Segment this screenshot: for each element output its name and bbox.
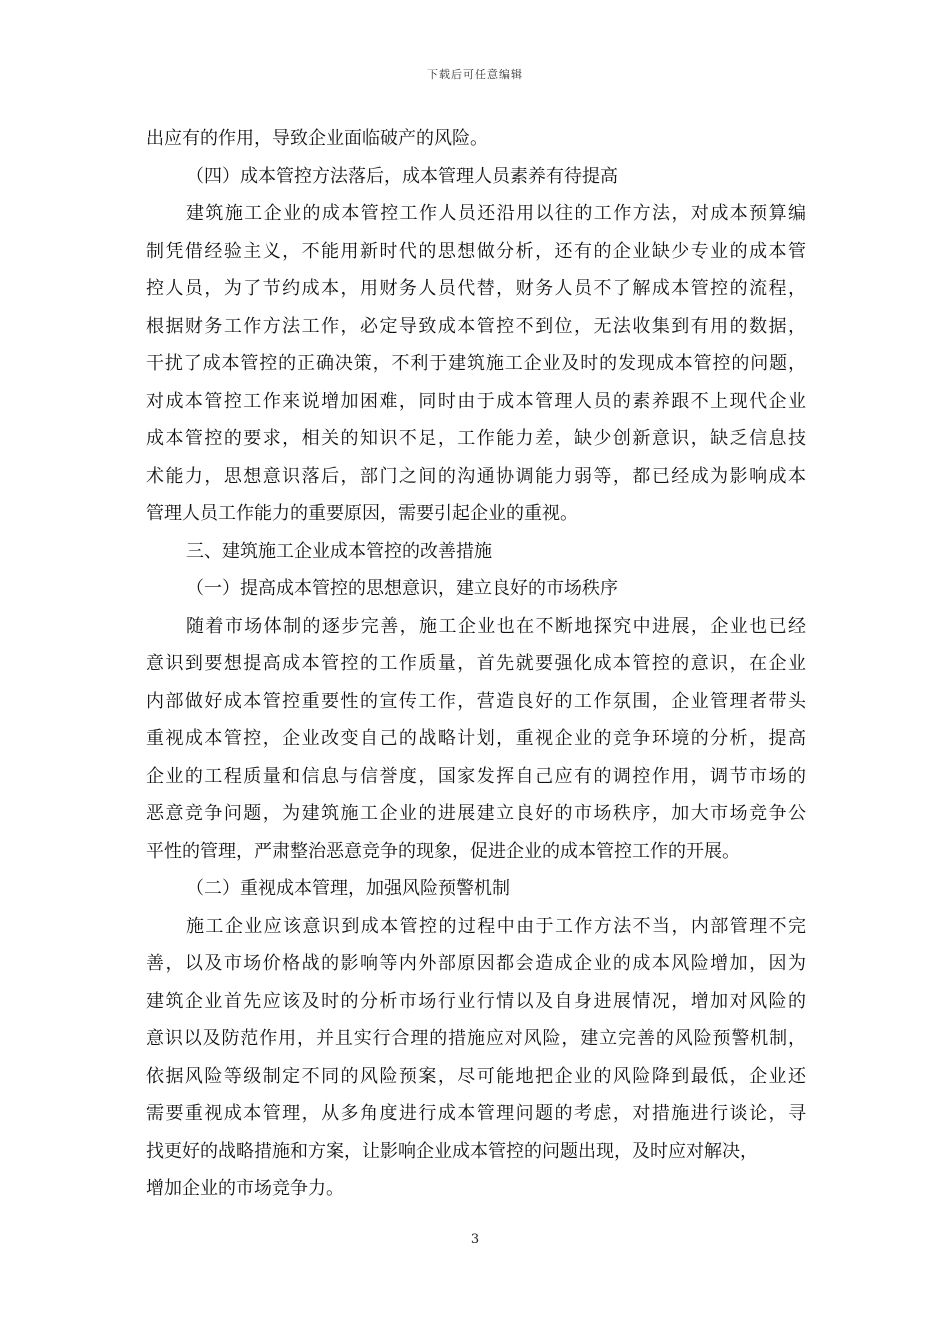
text-line: （一）提高成本管控的思想意识，建立良好的市场秩序: [186, 578, 618, 599]
text-line: 随着市场体制的逐步完善，施工企业也在不断地探究中进展，企业也已经: [186, 615, 806, 637]
text-line: （四）成本管控方法落后，成本管理人员素养有待提高: [186, 165, 618, 187]
text-line: 术能力，思想意识落后，部门之间的沟通协调能力弱等，都已经成为影响成本: [146, 465, 806, 487]
text-line: 三、建筑施工企业成本管控的改善措施: [186, 540, 492, 562]
text-line: 控人员，为了节约成本，用财务人员代替，财务人员不了解成本管控的流程，: [146, 278, 806, 299]
text-line: 重视成本管控，企业改变自己的战略计划，重视企业的竞争环境的分析，提高: [146, 728, 806, 749]
page-header: 下载后可任意编辑: [427, 68, 523, 81]
text-line: 对成本管控工作来说增加困难，同时由于成本管理人员的素养跟不上现代企业: [146, 390, 806, 412]
page-number: 3: [470, 1232, 480, 1247]
text-line: 建筑施工企业的成本管控工作人员还沿用以往的工作方法，对成本预算编: [186, 203, 806, 224]
text-line: 增加企业的市场竞争力。: [146, 1178, 344, 1199]
text-line: 管理人员工作能力的重要原因，需要引起企业的重视。: [146, 503, 578, 524]
text-line: 制凭借经验主义，不能用新时代的思想做分析，还有的企业缺少专业的成本管: [146, 240, 806, 262]
text-line: 恶意竞争问题，为建筑施工企业的进展建立良好的市场秩序，加大市场竞争公: [146, 803, 806, 824]
text-line: 成本管控的要求，相关的知识不足，工作能力差，缺少创新意识，缺乏信息技: [146, 428, 806, 449]
text-line: 需要重视成本管理，从多角度进行成本管理问题的考虑，对措施进行谈论，寻: [146, 1103, 806, 1124]
text-line: 建筑企业首先应该及时的分析市场行业行情以及自身进展情况，增加对风险的: [146, 990, 806, 1012]
text-line: （二）重视成本管理，加强风险预警机制: [186, 878, 510, 899]
text-line: 善，以及市场价格战的影响等内外部原因都会造成企业的成本风险增加，因为: [146, 953, 806, 974]
document-body: [146, 120, 806, 1208]
text-line: 企业的工程质量和信息与信誉度，国家发挥自己应有的调控作用，调节市场的: [146, 765, 806, 787]
text-line: 出应有的作用，导致企业面临破产的风险。: [146, 128, 488, 149]
text-line: 平性的管理，严肃整治恶意竞争的现象，促进企业的成本管控工作的开展。: [146, 840, 740, 862]
text-line: 施工企业应该意识到成本管控的过程中由于工作方法不当，内部管理不完: [186, 915, 806, 937]
text-line: 找更好的战略措施和方案，让影响企业成本管控的问题出现，及时应对解决，: [146, 1140, 758, 1162]
text-line: 意识以及防范作用，并且实行合理的措施应对风险，建立完善的风险预警机制，: [146, 1028, 806, 1049]
text-line: 依据风险等级制定不同的风险预案，尽可能地把企业的风险降到最低，企业还: [146, 1065, 806, 1087]
text-line: 根据财务工作方法工作，必定导致成本管控不到位，无法收集到有用的数据，: [146, 315, 806, 337]
text-line: 内部做好成本管控重要性的宣传工作，营造良好的工作氛围，企业管理者带头: [146, 690, 806, 712]
text-line: 干扰了成本管控的正确决策，不利于建筑施工企业及时的发现成本管控的问题，: [146, 353, 806, 374]
text-line: 意识到要想提高成本管控的工作质量，首先就要强化成本管控的意识，在企业: [146, 653, 806, 674]
